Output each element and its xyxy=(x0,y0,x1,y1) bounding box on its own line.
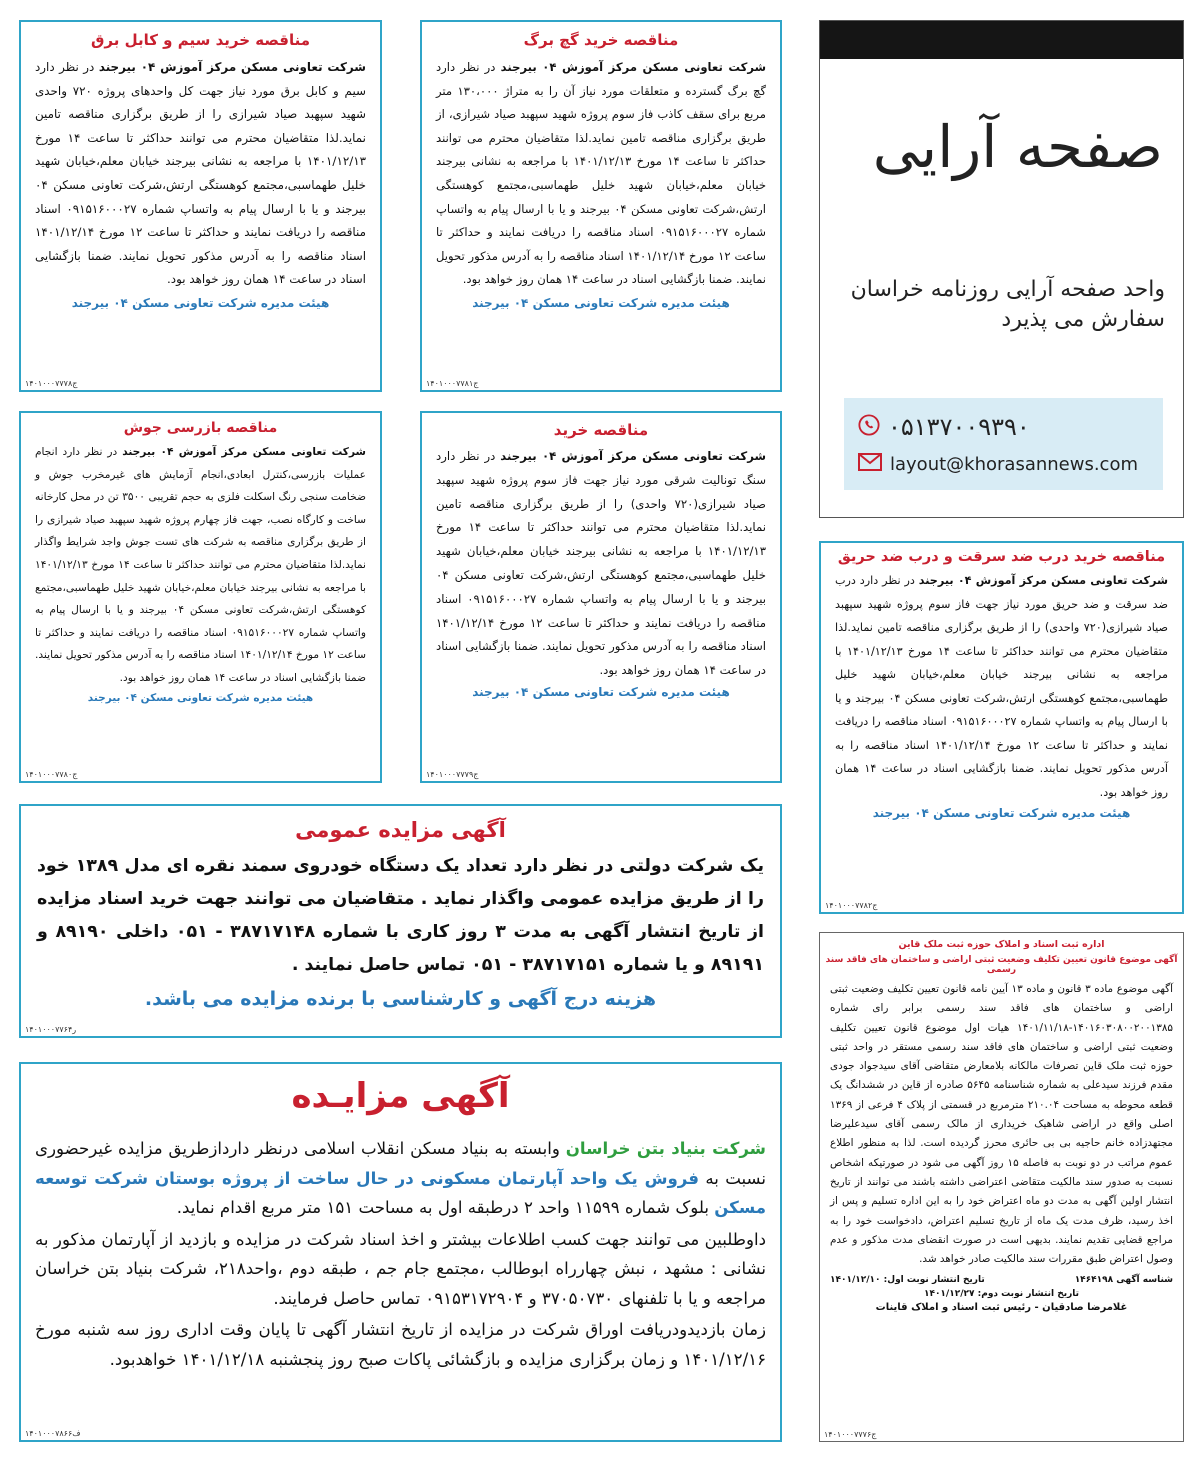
ad-title: مناقصه بازرسی جوش xyxy=(123,420,278,436)
ad-body: یک شرکت دولتی در نظر دارد تعداد یک دستگاه خودروی سمند نقره ای مدل ۱۳۸۹ خود را از طریق مزایده عمومی واگذار نماید . متقاضیان می توانند جهت خرید اسناد مزایده از تاریخ انتشار آگهی به مدت ۳ روز کاری با شماره ۳۸۷۱۷۱۴۸ - ۰۵۱ داخلی ۸۹۱۹۰ و ۸۹۱۹۱ و یا شماره ۳۸۷۱۷۱۵۱ - ۰۵۱ تماس حاصل نمایند . xyxy=(37,856,765,975)
ad-signature: هیئت مدیره شرکت تعاونی مسکن ۰۴ بیرجند xyxy=(71,295,330,310)
registry-body: آگهی موضوع ماده ۳ قانون و ماده ۱۳ آیین نامه قانون تعیین تکلیف وضعیت ثبتی اراضی و ساختمان های فاقد سند رسمی برابر رای شماره ۱۴۰۱۶۰۳۰۸۰۰۲۰۰۱۳۸۵-۱۴۰۱/۱۱/۱۸ هیات اول موضوع قانون تعیین تکلیف وضعیت ثبتی اراضی و ساختمان های فاقد سند رسمی مستقر در واحد ثبتی حوزه ثبت ملک قاین تصرفات مالکانه بلامعارض متقاضی آقای سیدجواد جودی مقدم فرزند سیدعلی به شماره شناسنامه ۵۶۴۵ صادره از قاین در ششدانگ یک قطعه محوطه به مساحت ۲۱۰.۰۴ مترمربع در قسمتی از پلاک ۴ فرعی از ۱۳۶۹ اصلی واقع در اراضی شاهیک خریداری از مالک رسمی آقای سیدعلیرضا مجتهدزاده خانم حاجیه بی بی حائری محرز گردیده است. لذا به منظور اطلاع عموم مراتب در دو نوبت به فاصله ۱۵ روز آگهی می شود در صورتیکه اشخاص نسبت به صدور سند مالکیت متقاضی اعتراضی داشته باشند می توانند از تاریخ انتشار اولین آگهی به مدت دو ماه اعتراض خود را به این اداره تسلیم و پس از اخذ رسید، ظرف مدت یک ماه از تاریخ تسلیم اعتراض، دادخواست خود را به مراجع قضایی تقدیم نمایند. بدیهی است در صورت انقضای مدت مذکور و عدم وصول اعتراض طبق مقررات سند مالکیت صادر خواهد شد. xyxy=(830,983,1174,1266)
registry-date-1: تاریخ انتشار نوبت اول: ۱۴۰۱/۱۲/۱۰ xyxy=(830,1275,985,1286)
registry-header-1: اداره ثبت اسناد و املاک حوزه ثبت ملک قاین xyxy=(898,939,1105,950)
ad-body-schedule: زمان بازدیدودریافت اوراق شرکت در مزایده از تاریخ انتشار آگهی تا پایان وقت اداری روز سه شنبه مورخ ۱۴۰۱/۱۲/۱۶ و زمان برگزاری مزایده و بازگشائی پاکات صبح روز پنجشنبه ۱۴۰۱/۱۲/۱۸ خواهدبود. xyxy=(35,1320,766,1369)
phone-icon xyxy=(858,414,880,440)
promo-contact-panel xyxy=(844,398,1163,490)
ad-title: آگهی مزایده عمومی xyxy=(295,818,506,842)
company-name: شرکت تعاونی مسکن مرکز آموزش ۰۴ بیرجند xyxy=(500,449,766,463)
ad-title: مناقصه خرید درب ضد سرقت و درب ضد حریق xyxy=(837,549,1166,565)
ad-body-text: در نظر دارد سیم و کابل برق مورد نیاز جهت کل واحدهای پروژه ۷۲۰ واحدی شهید سپهبد صیاد شیرازی را از طریق برگزاری مناقصه تامین نماید.لذا متقاضیان محترم می توانند حداکثر تا ساعت ۱۴ مورخ ۱۴۰۱/۱۲/۱۳ با مراجعه به نشانی بیرجند خیابان معلم،خیابان شهید خلیل طهماسبی،مجتمع کوهستگی ارتش،شرکت تعاونی مسکن ۰۴ بیرجند و یا با ارسال پیام به واتساپ شماره ۰۹۱۵۱۶۰۰۰۲۷ اسناد مناقصه را دریافت نمایند و حداکثر تا ساعت ۱۲ مورخ ۱۴۰۱/۱۲/۱۴ اسناد مناقصه را به آدرس مذکور تحویل نمایند. ضمنا بازگشایی اسناد در ساعت ۱۴ همان روز خواهد بود. xyxy=(35,60,366,287)
auction-intro-text: وابسته به بنیاد مسکن انقلاب اسلامی درنظر داردازطریق مزایده غیرحضوری نسبت به xyxy=(35,1139,766,1188)
registry-signature: غلامرضا صادقیان - رئیس ثبت اسناد و املاک قاینات xyxy=(875,1302,1128,1314)
ad-cost-note: هزینه درج آگهی و کارشناسی با برنده مزایده می باشد. xyxy=(144,988,657,1010)
ad-code: ج۱۴۰۱۰۰۰۷۷۸۱ xyxy=(426,379,479,388)
ad-body xyxy=(835,569,1168,804)
auction-notice xyxy=(19,1062,782,1442)
promo-email[interactable]: layout@khorasannews.com xyxy=(890,453,1139,475)
ad-body xyxy=(35,441,366,690)
registry-ref: شناسه آگهی ۱۴۶۴۱۹۸ xyxy=(1074,1275,1173,1286)
auction-company: شرکت بنیاد بتن خراسان xyxy=(565,1139,766,1158)
public-auction-notice xyxy=(19,804,782,1038)
ad-code: ج۱۴۰۱۰۰۰۷۷۸۲ xyxy=(825,901,878,910)
ad-body-intro xyxy=(35,1134,766,1223)
ad-code: ج۱۴۰۱۰۰۰۷۷۷۶ xyxy=(824,1430,877,1439)
tender-gypsum-board xyxy=(420,20,782,392)
ad-body-text: در نظر دارد سنگ تونالیت شرقی مورد نیاز جهت فاز سوم پروژه شهید سپهبد صیاد شیرازی(۷۲۰ واحدی) را از طریق برگزاری مناقصه تامین نماید.لذا متقاضیان محترم می توانند حداکثر تا ساعت ۱۴ مورخ ۱۴۰۱/۱۲/۱۳ با مراجعه به نشانی بیرجند خیابان معلم،خیابان شهید خلیل طهماسبی،مجتمع کوهستگی ارتش،شرکت تعاونی مسکن ۰۴ بیرجند و یا با ارسال پیام به واتساپ شماره ۰۹۱۵۱۶۰۰۰۲۷ اسناد مناقصه را دریافت نمایند و حداکثر تا ساعت ۱۲ مورخ ۱۴۰۱/۱۲/۱۴ اسناد مناقصه را به آدرس مذکور تحویل نمایند. ضمنا بازگشایی اسناد در ساعت ۱۴ همان روز خواهد بود. xyxy=(436,449,766,678)
auction-highlight: فروش یک واحد آپارتمان مسکونی در حال ساخت از پروژه بوستان شرکت توسعه مسکن xyxy=(35,1168,766,1217)
ad-title: مناقصه خرید سیم و کابل برق xyxy=(90,31,310,49)
tender-wire-cable xyxy=(19,20,382,392)
ad-title: آگهی مزایـده xyxy=(291,1076,510,1116)
ad-body xyxy=(35,56,366,292)
ad-code: ج۱۴۰۱۰۰۰۷۷۷۸ xyxy=(25,379,78,388)
registry-date-2: تاریخ انتشار نوبت دوم: ۱۴۰۱/۱۲/۲۷ xyxy=(923,1289,1080,1300)
ad-signature: هیئت مدیره شرکت تعاونی مسکن ۰۴ بیرجند xyxy=(87,691,314,704)
company-name: شرکت تعاونی مسکن مرکز آموزش ۰۴ بیرجند xyxy=(98,60,366,74)
company-name: شرکت تعاونی مسکن مرکز آموزش ۰۴ بیرجند xyxy=(500,60,766,74)
ad-body-text: در نظر دارد درب ضد سرقت و ضد حریق مورد نیاز جهت فاز سوم پروژه شهید سپهبد صیاد شیرازی(۷۲۰ واحدی) را از طریق برگزاری مناقصه تامین نماید.لذا متقاضیان محترم می توانند حداکثر تا ساعت ۱۴ مورخ ۱۴۰۱/۱۲/۱۳ با مراجعه به نشانی بیرجند خیابان معلم،خیابان شهید خلیل طهماسبی،مجتمع کوهستگی ارتش،شرکت تعاونی مسکن ۰۴ بیرجند و یا با ارسال پیام به واتساپ شماره ۰۹۱۵۱۶۰۰۰۲۷ اسناد مناقصه را دریافت نمایند و حداکثر تا ساعت ۱۲ مورخ ۱۴۰۱/۱۲/۱۴ اسناد مناقصه را به آدرس مذکور تحویل نمایند. ضمنا بازگشایی اسناد در ساعت ۱۴ همان روز خواهد بود. xyxy=(835,574,1169,799)
ad-body xyxy=(436,445,766,683)
promo-header-bar xyxy=(820,21,1183,59)
auction-intro-text-2: بلوک شماره ۱۱۵۹۹ واحد ۲ درطبقه اول به مساحت ۱۵۱ متر مربع اقدام نماید. xyxy=(176,1198,715,1217)
registry-notice xyxy=(819,932,1184,1442)
ad-body xyxy=(436,56,766,292)
tender-welding-inspection xyxy=(19,411,382,783)
company-name: شرکت تعاونی مسکن مرکز آموزش ۰۴ بیرجند xyxy=(122,446,366,458)
tender-security-doors xyxy=(819,541,1184,914)
promo-title: صفحه آرایی xyxy=(872,113,1163,181)
promo-line-2: سفارش می پذیرد xyxy=(1001,307,1165,332)
ad-title: مناقصه خرید xyxy=(553,421,649,439)
ad-body-text: در نظر دارد انجام عملیات بازرسی،کنترل ابعادی،انجام آزمایش های غیرمخرب جوش و ضخامت سنجی رنگ اسکلت فلزی به حجم تقریبی ۳۵۰۰ تن در محل کارخانه ساخت و کارگاه نصب، جهت فاز چهارم پروژه شهید سپهبد صیاد شیرازی را از طریق برگزاری مناقصه به شرکت های تست جوش واجد شرایط واگذار نماید.لذا متقاضیان محترم می توانند حداکثر تا ساعت ۱۴ مورخ ۱۴۰۱/۱۲/۱۳ با مراجعه به نشانی بیرجند خیابان معلم،خیابان شهید خلیل طهماسبی،مجتمع کوهستگی ارتش،شرکت تعاونی مسکن ۰۴ بیرجند و یا با ارسال پیام به واتساپ شماره ۰۹۱۵۱۶۰۰۰۲۷ اسناد مناقصه را دریافت نمایند و حداکثر تا ساعت ۱۲ مورخ ۱۴۰۱/۱۲/۱۴ اسناد مناقصه را به آدرس مذکور تحویل نمایند. ضمنا بازگشایی اسناد در ساعت ۱۴ همان روز خواهد بود. xyxy=(35,446,366,684)
ad-signature: هیئت مدیره شرکت تعاونی مسکن ۰۴ بیرجند xyxy=(872,806,1131,820)
promo-phone[interactable]: ۰۵۱۳۷۰۰۹۳۹۰ xyxy=(888,413,1030,441)
ad-code: ر۱۴۰۱۰۰۰۷۷۶۴ xyxy=(25,1025,77,1034)
ad-code: ج۱۴۰۱۰۰۰۷۷۷۹ xyxy=(426,770,479,779)
registry-meta xyxy=(830,1273,1173,1315)
tender-purchase xyxy=(420,411,782,783)
promo-phone-row xyxy=(858,412,1030,442)
ad-code: ف۱۴۰۱۰۰۰۷۸۶۶ xyxy=(25,1429,81,1438)
promo-line-1: واحد صفحه آرایی روزنامه خراسان xyxy=(850,277,1165,302)
registry-header-2: آگهی موضوع قانون تعیین تکلیف وضعیت ثبتی اراضی و ساختمان های فاقد سند رسمی xyxy=(825,955,1178,975)
layout-service-promo xyxy=(819,20,1184,518)
ad-title: مناقصه خرید گچ برگ xyxy=(523,31,679,49)
ad-signature: هیئت مدیره شرکت تعاونی مسکن ۰۴ بیرجند xyxy=(472,295,730,310)
promo-email-row xyxy=(858,450,1138,478)
company-name: شرکت تعاونی مسکن مرکز آموزش ۰۴ بیرجند xyxy=(918,574,1168,587)
ad-signature: هیئت مدیره شرکت تعاونی مسکن ۰۴ بیرجند xyxy=(472,684,730,699)
mail-icon xyxy=(858,453,882,475)
ad-body-contact: داوطلبین می توانند جهت کسب اطلاعات بیشتر و اخذ اسناد شرکت در مزایده و بازدید از آپارتمان مذکور به نشانی : مشهد ، نبش چهارراه ابوطالب ،مجتمع جام جم ، طبقه دوم ،واحد۲۱۸، شرکت بنیاد بتن خراسان مراجعه و یا با تلفنهای ۳۷۰۵۰۷۳۰ و ۰۹۱۵۳۱۷۲۹۰۴ تماس حاصل فرمایند. xyxy=(35,1229,766,1308)
ad-body-text: در نظر دارد گچ برگ گسترده و متعلقات مورد نیاز آن را به متراژ ۱۳۰،۰۰۰ متر مربع برای سقف کاذب فاز سوم پروژه شهید سپهبد صیاد شیرازی، از طریق برگزاری مناقصه تامین نماید.لذا متقاضیان محترم می توانند حداکثر تا ساعت ۱۴ مورخ ۱۴۰۱/۱۲/۱۳ با مراجعه به نشانی بیرجند خیابان معلم،خیابان شهید خلیل طهماسبی،مجتمع کوهستگی ارتش،شرکت تعاونی مسکن ۰۴ بیرجند و یا با ارسال پیام به واتساپ شماره ۰۹۱۵۱۶۰۰۰۲۷ اسناد مناقصه را دریافت نمایند و حداکثر تا ساعت ۱۲ مورخ ۱۴۰۱/۱۲/۱۴ اسناد مناقصه را به آدرس مذکور تحویل نمایند. ضمنا بازگشایی اسناد در ساعت ۱۴ همان روز خواهد بود. xyxy=(436,60,767,287)
ad-code: ج۱۴۰۱۰۰۰۷۷۸۰ xyxy=(25,770,78,779)
